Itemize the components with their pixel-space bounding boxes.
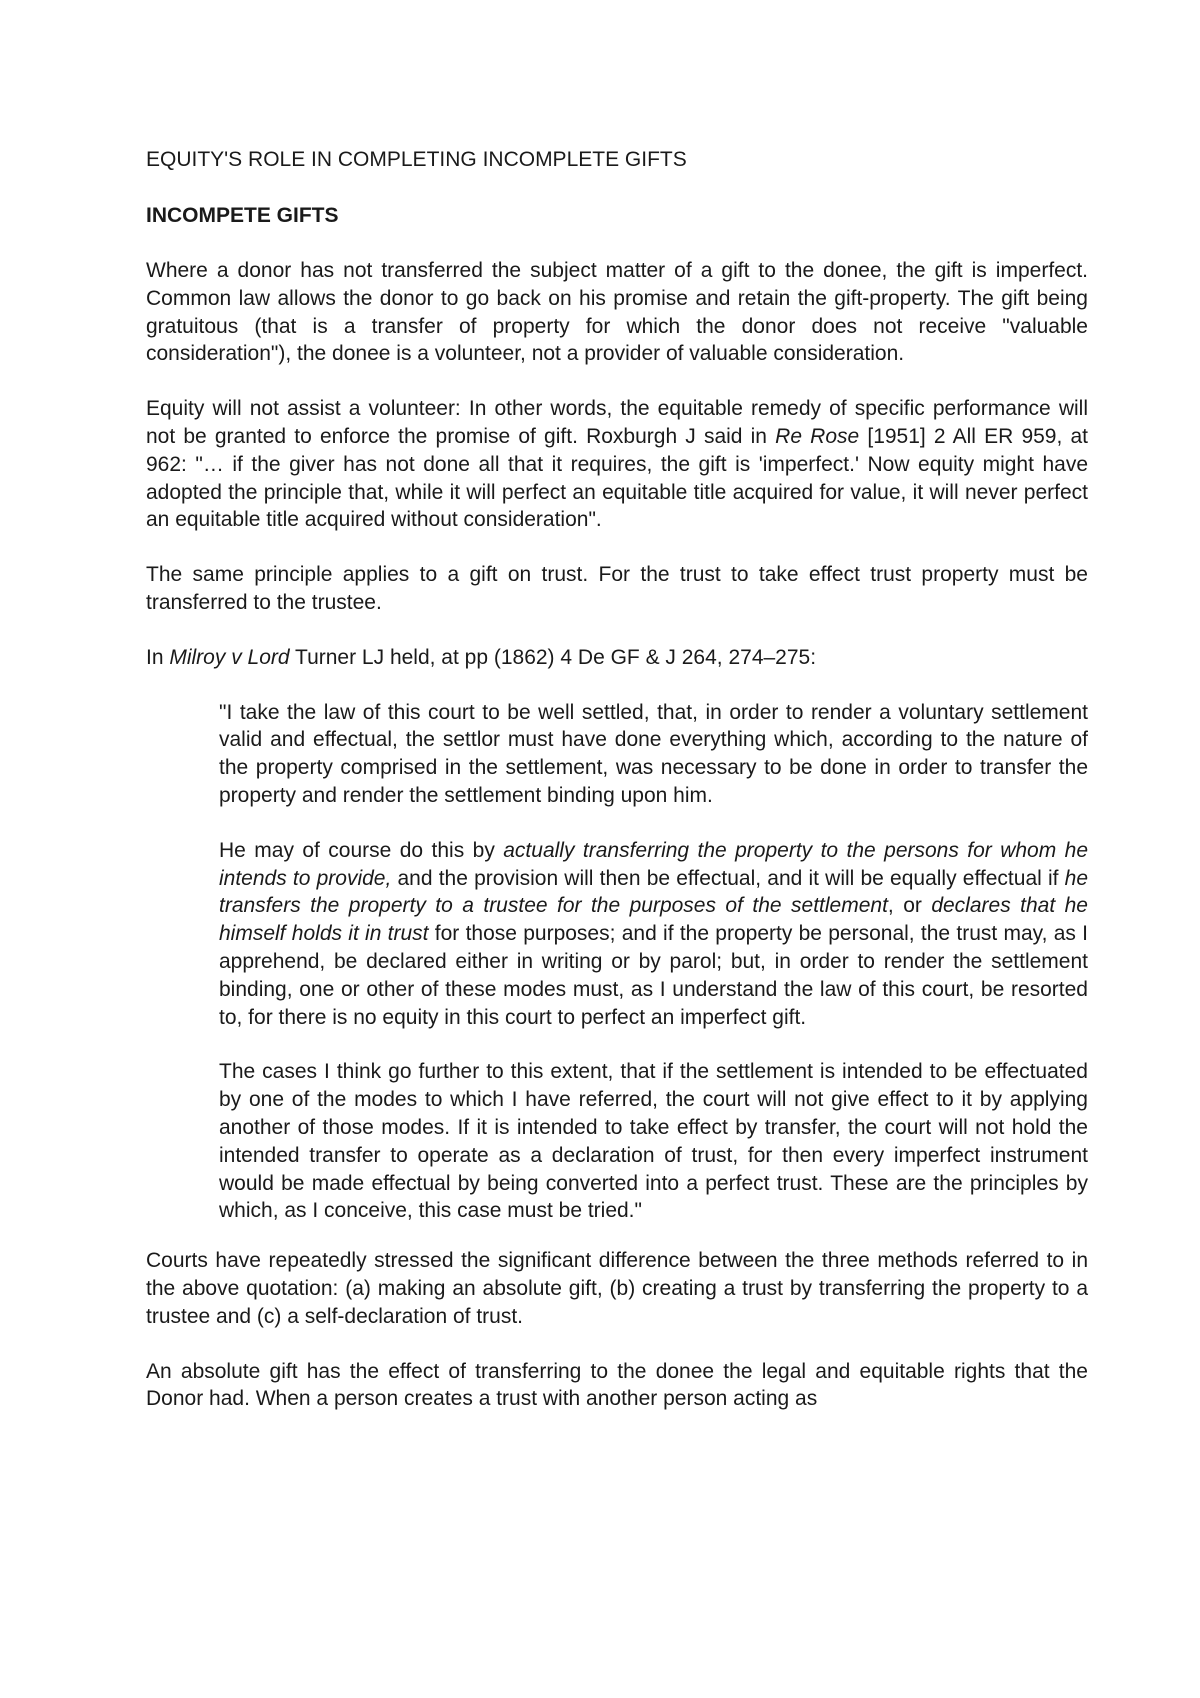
paragraph-imperfect-gift: Where a donor has not transferred the subject matter of a gift to the donee, the gift is imperfect. Common law allows the donor to go back on his promise and retain the gift-property. The gift being gratuitous (that is a transfer of property for which the donor does not receive "valuable consideration"), the donee is a volunteer, not a provider of valuable consideration. (146, 259, 1088, 366)
block-quotation (219, 699, 1088, 1226)
paragraph-equity-volunteer (146, 395, 1088, 534)
text-segment: , or (887, 894, 932, 918)
text-segment: He may of course do this by (219, 838, 504, 862)
paragraph-absolute-gift: An absolute gift has the effect of transferring to the donee the legal and equitable rights that the Donor had. When a person creates a trust with another person acting as (146, 1359, 1088, 1411)
emphasis: he transfers the property to a trustee for the purposes of the settlement (219, 866, 1089, 918)
text-segment: [1951] 2 All ER 959, at 962: "… if the giver has not done all that it requires, the gift is 'imperfect.' Now equity might have adopted the principle that, while it will perfect an equitable title acquired for value, it will never perfect an equitable title acquired without consideration". (146, 424, 1088, 532)
text-segment: for those purposes; and if the property be personal, the trust may, as I apprehend, be declared either in writing or by parol; but, in order to render the settlement binding, one or other of these modes must, as I understand the law of this court, be resorted to, for there is no equity in this court to perfect an imperfect gift. (219, 922, 1088, 1029)
paragraph-gift-on-trust: The same principle applies to a gift on trust. For the trust to take effect trust property must be transferred to the trustee. (146, 563, 1088, 614)
emphasis: declares that he himself holds it in trust (219, 894, 1088, 946)
paragraph-three-methods: Courts have repeatedly stressed the significant difference between the three methods referred to in the above quotation: (a) making an absolute gift, (b) creating a trust by transferring the property to a trustee and (c) a self-declaration of trust. (146, 1249, 1088, 1328)
quote-paragraph-1: "I take the law of this court to be well settled, that, in order to render a voluntary settlement valid and effectual, the settlor must have done everything which, according to the nature of the property comprised in the settlement, was necessary to be done in order to transfer the property and render the settlement binding upon him. (219, 700, 1088, 807)
text-segment: Equity will not assist a volunteer: In other words, the equitable remedy of specific performance will not be granted to enforce the promise of gift. Roxburgh J said in (146, 397, 1088, 448)
text-segment: and the provision will then be effectual, and it will be equally effectual if (391, 866, 1065, 890)
case-name: Re Rose (775, 424, 860, 448)
emphasis: actually transferring the property to the persons for whom he intends to provide, (219, 838, 1089, 890)
quote-paragraph-3: The cases I think go further to this extent, that if the settlement is intended to be effectuated by one of the modes to which I have referred, the court will not give effect to it by applying another of those modes. If it is intended to take effect by transfer, the court will not hold the intended transfer to operate as a declaration of trust, for then every imperfect instrument would be made effectual by being converted into a perfect trust. These are the principles by which, as I conceive, this case must be tried." (219, 1060, 1088, 1223)
case-name: Milroy v Lord (169, 645, 290, 669)
paragraph-milroy-intro (146, 644, 1088, 672)
text-segment: In (146, 645, 170, 669)
document-page (146, 146, 1088, 1413)
text-segment: Turner LJ held, at pp (1862) 4 De GF & J 264, 274–275: (289, 645, 817, 669)
section-heading: INCOMPETE GIFTS (146, 204, 339, 227)
quote-paragraph-2 (219, 837, 1088, 1032)
document-title: EQUITY'S ROLE IN COMPLETING INCOMPLETE GIFTS (146, 148, 687, 171)
